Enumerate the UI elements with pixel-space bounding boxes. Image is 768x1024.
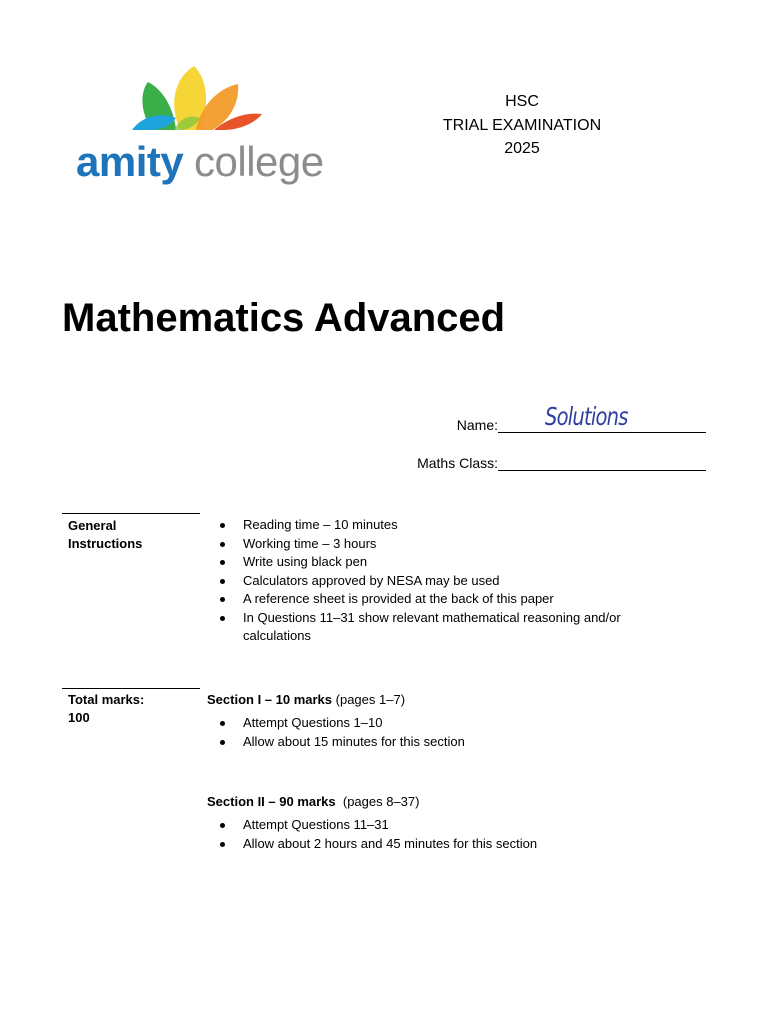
section-2-heading — [207, 794, 419, 809]
general-instructions-label — [68, 517, 142, 553]
handwritten-name: Solutions — [545, 402, 628, 431]
maths-class-label: Maths Class: — [417, 455, 498, 471]
section-2-list — [207, 816, 677, 853]
section-1-pages: (pages 1–7) — [335, 692, 406, 707]
exam-year: 2025 — [504, 140, 540, 157]
list-item: Calculators approved by NESA may be used — [207, 572, 677, 591]
name-field[interactable] — [456, 402, 706, 433]
general-instructions-list — [207, 516, 677, 646]
flower-logo-icon — [130, 62, 270, 134]
general-label-line2: Instructions — [68, 536, 143, 551]
page-title: Mathematics Advanced — [62, 296, 506, 340]
section-2-title: Section II – 90 marks — [207, 794, 336, 809]
name-label: Name: — [456, 417, 498, 433]
section-1-title: Section I – 10 marks — [207, 692, 333, 707]
section-2-pages: (pages 8–37) — [342, 794, 420, 809]
list-item: Allow about 15 minutes for this section — [207, 733, 677, 752]
logo-text-amity: amity — [76, 138, 184, 185]
amity-college-logo — [72, 62, 332, 192]
list-item: Allow about 2 hours and 45 minutes for this section — [207, 835, 677, 854]
divider-general — [62, 513, 200, 514]
divider-total — [62, 688, 200, 689]
total-marks-value: 100 — [68, 710, 90, 725]
list-item: Write using black pen — [207, 553, 677, 572]
exam-type: TRIAL EXAMINATION — [442, 116, 602, 134]
section-1-heading — [207, 692, 405, 707]
exam-level: HSC — [505, 93, 539, 110]
list-item: In Questions 11–31 show relevant mathematical reasoning and/or calculations — [207, 609, 677, 646]
logo-text-college: college — [194, 138, 324, 185]
general-label-line1: General — [68, 518, 117, 533]
total-marks-text: Total marks: — [68, 692, 145, 707]
list-item: Attempt Questions 1–10 — [207, 714, 677, 733]
list-item: Reading time – 10 minutes — [207, 516, 677, 535]
section-1-list — [207, 714, 677, 751]
total-marks-label — [68, 691, 144, 727]
maths-class-field[interactable] — [417, 454, 706, 471]
maths-class-line[interactable] — [498, 454, 706, 471]
name-line[interactable] — [498, 402, 706, 433]
list-item: Attempt Questions 11–31 — [207, 816, 677, 835]
list-item: A reference sheet is provided at the back of this paper — [207, 590, 677, 609]
list-item: Working time – 3 hours — [207, 535, 677, 554]
exam-header — [420, 90, 624, 161]
